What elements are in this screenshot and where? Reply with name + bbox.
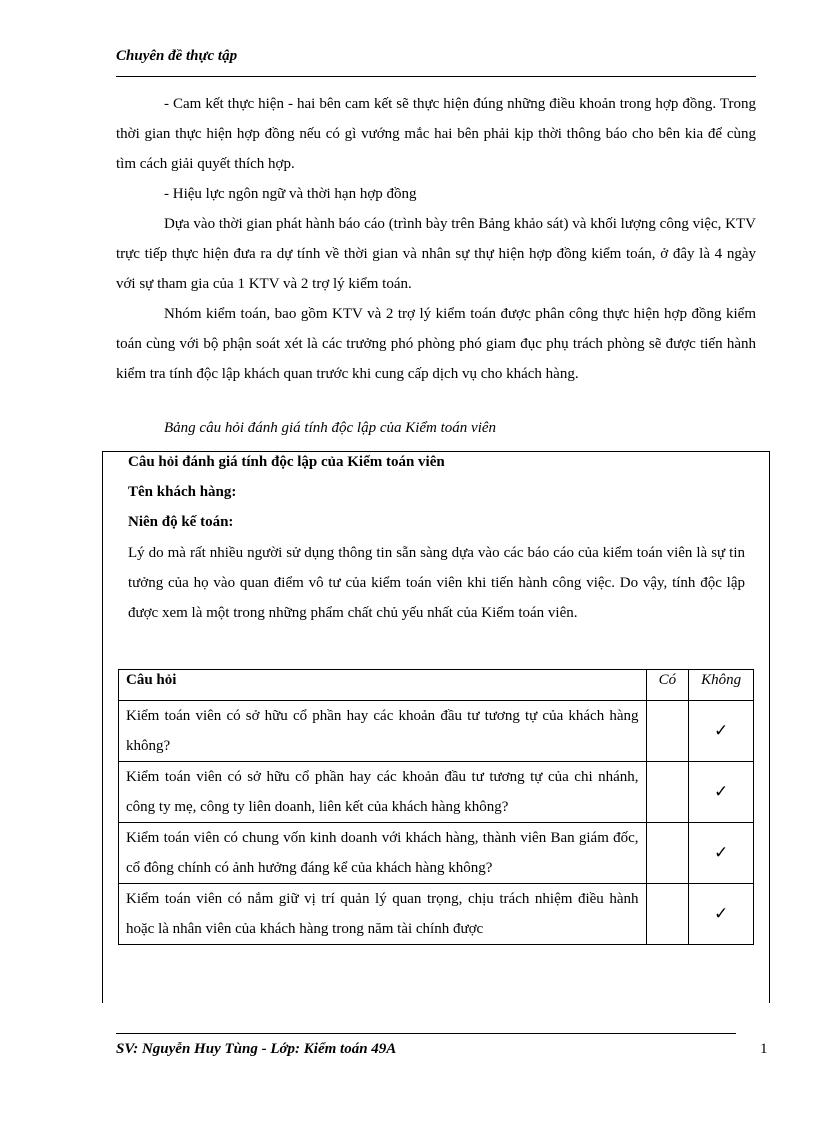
paragraph-validity: ‪- Hiệu lực ngôn ngữ và thời hạn hợp đồng: [164, 186, 417, 202]
header-yes: Có: [646, 670, 689, 701]
header-question: Câu hỏi: [119, 670, 647, 701]
questionnaire-title: Câu hỏi đánh giá tính độc lập của Kiểm toán viên: [128, 454, 445, 470]
question-cell: Kiểm toán viên có chung vốn kinh doanh với khách hàng, thành viên Ban giám đốc, cổ đông chính có ảnh hưởng đáng kể của khách hàng không?: [119, 823, 647, 884]
page-number: 1: [760, 1041, 768, 1057]
paragraph-audit-team: Nhóm kiểm toán, bao gồm KTV và 2 trợ lý kiểm toán được phân công thực hiện hợp đồng kiểm toán cùng với bộ phận soát xét là các trưởng phó phòng phó giam đục phụ trách phòng sẽ được tiến hành kiểm tra tính độc lập khách quan trước khi cung cấp dịch vụ cho khách hàng.: [116, 306, 756, 382]
question-cell: Kiểm toán viên có sở hữu cổ phần hay các khoản đầu tư tương tự của khách hàng không?: [119, 701, 647, 762]
question-cell: Kiểm toán viên có sở hữu cổ phần hay các khoản đầu tư tương tự của chi nhánh, công ty mẹ, công ty liên doanh, liên kết của khách hàng không?: [119, 762, 647, 823]
checkmark-icon: ✓: [689, 823, 754, 884]
checkmark-icon: ✓: [689, 701, 754, 762]
question-cell: Kiểm toán viên có nắm giữ vị trí quản lý quan trọng, chịu trách nhiệm điều hành hoặc là nhân viên của khách hàng trong năm tài chính được: [119, 884, 647, 945]
table-row: [119, 701, 754, 762]
table-row: [119, 823, 754, 884]
table-caption: Bảng câu hỏi đánh giá tính độc lập của Kiểm toán viên: [164, 420, 497, 436]
header-no: Không: [689, 670, 754, 701]
page-header-title: Chuyên đề thực tập: [116, 48, 238, 64]
client-name-label: Tên khách hàng:: [128, 484, 237, 500]
paragraph-timing: Dựa vào thời gian phát hành báo cáo (trình bày trên Bảng khảo sát) và khối lượng công việc, KTV trực tiếp thực hiện đưa ra dự tính về thời gian và nhân sự thự hiện hợp đồng kiểm toán, ở đây là 4 ngày với sự tham gia của 1 KTV và 2 trợ lý kiểm toán.: [116, 216, 756, 292]
table-row: [119, 762, 754, 823]
yes-cell: [646, 823, 689, 884]
paragraph-commitment: ‪- Cam kết thực hiện - hai bên cam kết sẽ thực hiện đúng những điều khoản trong hợp đồng. Trong thời gian thực hiện hợp đồng nếu có gì vướng mắc hai bên phải kịp thời thông báo cho bên kia để cùng tìm cách giải quyết thích hợp.: [116, 96, 756, 172]
yes-cell: [646, 762, 689, 823]
questionnaire-table: [118, 669, 754, 945]
yes-cell: [646, 884, 689, 945]
table-header-row: [119, 670, 754, 701]
questionnaire-intro: Lý do mà rất nhiều người sử dụng thông tin sẵn sàng dựa vào các báo cáo của kiểm toán viên là sự tin tưởng của họ vào quan điểm vô tư của kiểm toán viên khi tiến hành công việc. Do vậy, tính độc lập được xem là một trong những phẩm chất chủ yếu nhất của Kiểm toán viên.: [128, 545, 745, 621]
body-text: [116, 89, 756, 389]
checkmark-icon: ✓: [689, 884, 754, 945]
checkmark-icon: ✓: [689, 762, 754, 823]
footer-divider: [116, 1033, 736, 1034]
footer-student-info: SV: Nguyễn Huy Tùng - Lớp: Kiểm toán 49A: [116, 1041, 397, 1057]
table-row: [119, 884, 754, 945]
yes-cell: [646, 701, 689, 762]
header-divider: [116, 76, 756, 77]
fiscal-year-label: Niên độ kế toán:: [128, 514, 234, 530]
